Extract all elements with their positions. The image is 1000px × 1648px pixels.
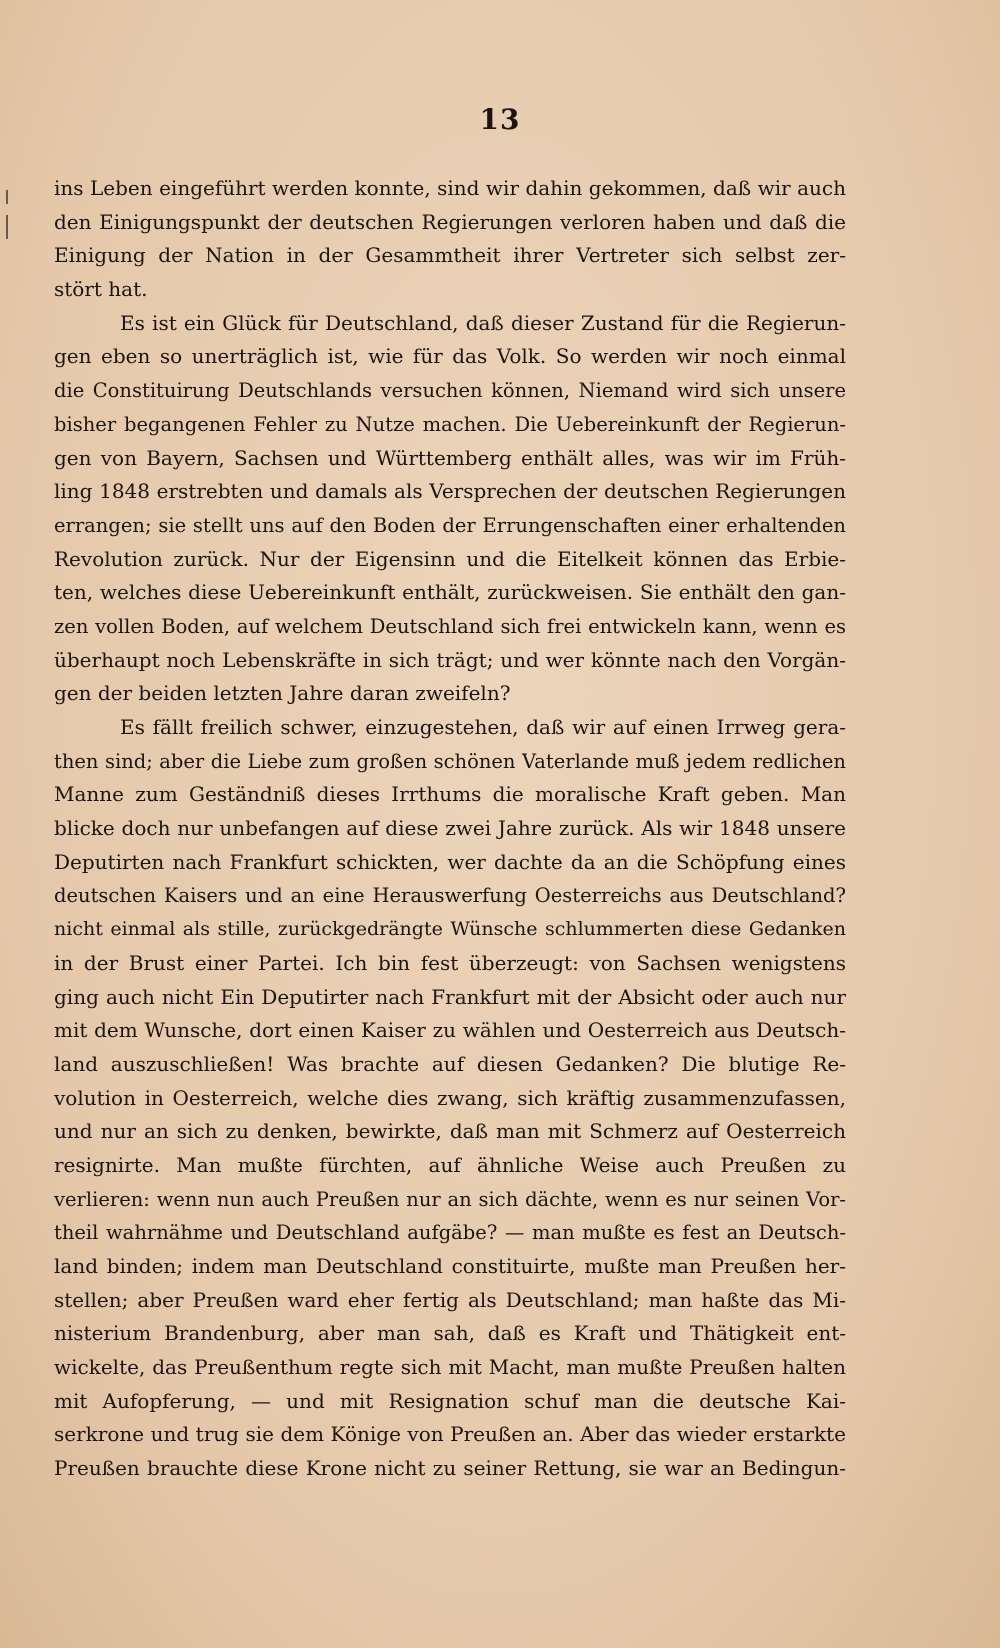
paragraph-start-line: Es ist ein Glück für Deutschland, daß dieser Zustand für die Regierun- bbox=[120, 310, 846, 335]
text-line: überhaupt noch Lebenskräfte in sich trägt; und wer könnte nach den Vorgän- bbox=[54, 647, 846, 672]
text-line: blicke doch nur unbefangen auf diese zwei Jahre zurück. Als wir 1848 unsere bbox=[54, 816, 846, 841]
body-text bbox=[54, 172, 846, 1486]
text-line: die Constituirung Deutschlands versuchen können, Niemand wird sich unsere bbox=[54, 379, 846, 403]
text-line: in der Brust einer Partei. Ich bin fest überzeugt: von Sachsen wenigstens bbox=[54, 950, 846, 975]
text-line: gen der beiden letzten Jahre daran zweifeln? bbox=[54, 681, 511, 706]
text-line: zen vollen Boden, auf welchem Deutschland sich frei entwickeln kann, wenn es bbox=[54, 614, 846, 638]
text-line: Manne zum Geständniß dieses Irrthums die moralische Kraft geben. Man bbox=[54, 782, 846, 807]
text-line: Revolution zurück. Nur der Eigensinn und die Eitelkeit können das Erbie- bbox=[54, 546, 846, 571]
text-line: mit Aufopferung, — und mit Resignation schuf man die deutsche Kai- bbox=[54, 1388, 846, 1413]
text-line: then sind; aber die Liebe zum großen schönen Vaterlande muß jedem redlichen bbox=[54, 749, 846, 773]
text-line: ling 1848 erstrebten und damals als Versprechen der deutschen Regierungen bbox=[54, 479, 846, 504]
text-line: nisterium Brandenburg, aber man sah, daß es Kraft und Thätigkeit ent- bbox=[54, 1321, 846, 1346]
text-line: bisher begangenen Fehler zu Nutze machen. Die Uebereinkunft der Regierun- bbox=[54, 412, 846, 436]
text-line: serkrone und trug sie dem Könige von Preußen an. Aber das wieder erstarkte bbox=[54, 1422, 846, 1447]
text-line: gen von Bayern, Sachsen und Württemberg enthält alles, was wir im Früh- bbox=[54, 445, 846, 470]
text-line: theil wahrnähme und Deutschland aufgäbe? — man mußte es fest an Deutsch- bbox=[54, 1221, 846, 1245]
page-number: 13 bbox=[479, 103, 521, 136]
text-line: stellen; aber Preußen ward eher fertig als Deutschland; man haßte das Mi- bbox=[54, 1287, 846, 1312]
text-line: Deputirten nach Frankfurt schickten, wer dachte da an die Schöpfung eines bbox=[54, 849, 846, 874]
paragraph-start-line: Es fällt freilich schwer, einzugestehen, daß wir auf einen Irrweg gera- bbox=[120, 715, 846, 739]
text-line: Preußen brauchte diese Krone nicht zu seiner Rettung, sie war an Bedingun- bbox=[54, 1456, 846, 1481]
text-line: volution in Oesterreich, welche dies zwang, sich kräftig zusammenzufassen, bbox=[54, 1085, 846, 1110]
text-line: deutschen Kaisers und an eine Herauswerfung Oesterreichs aus Deutschland? bbox=[54, 884, 846, 908]
text-line: land auszuschließen! Was brachte auf diesen Gedanken? Die blutige Re- bbox=[54, 1051, 846, 1076]
text-line: verlieren: wenn nun auch Preußen nur an sich dächte, wenn es nur seinen Vor- bbox=[54, 1187, 846, 1211]
text-line: den Einigungspunkt der deutschen Regierungen verloren haben und daß die bbox=[54, 209, 846, 234]
text-line: ins Leben eingeführt werden konnte, sind wir dahin gekommen, daß wir auch bbox=[54, 176, 846, 200]
text-line: Einigung der Nation in der Gesammtheit ihrer Vertreter sich selbst zer- bbox=[54, 243, 846, 268]
text-line: gen eben so unerträglich ist, wie für das Volk. So werden wir noch einmal bbox=[54, 344, 846, 369]
text-line: stört hat. bbox=[54, 277, 148, 302]
page-edge-mark bbox=[6, 190, 8, 204]
text-line: errangen; sie stellt uns auf den Boden der Errungenschaften einer erhaltenden bbox=[54, 513, 846, 537]
text-line: resignirte. Man mußte fürchten, auf ähnliche Weise auch Preußen zu bbox=[54, 1152, 846, 1177]
page-edge-mark bbox=[6, 215, 8, 239]
text-line: ging auch nicht Ein Deputirter nach Frankfurt mit der Absicht oder auch nur bbox=[54, 984, 846, 1009]
text-line: ten, welches diese Uebereinkunft enthält, zurückweisen. Sie enthält den gan- bbox=[54, 580, 846, 605]
text-line: land binden; indem man Deutschland constituirte, mußte man Preußen her- bbox=[54, 1254, 846, 1278]
text-line: und nur an sich zu denken, bewirkte, daß man mit Schmerz auf Oesterreich bbox=[54, 1119, 846, 1144]
text-line: wickelte, das Preußenthum regte sich mit Macht, man mußte Preußen halten bbox=[54, 1355, 846, 1380]
text-line: nicht einmal als stille, zurückgedrängte Wünsche schlummerten diese Gedanken bbox=[54, 918, 846, 941]
text-line: mit dem Wunsche, dort einen Kaiser zu wählen und Oesterreich aus Deutsch- bbox=[54, 1018, 846, 1043]
